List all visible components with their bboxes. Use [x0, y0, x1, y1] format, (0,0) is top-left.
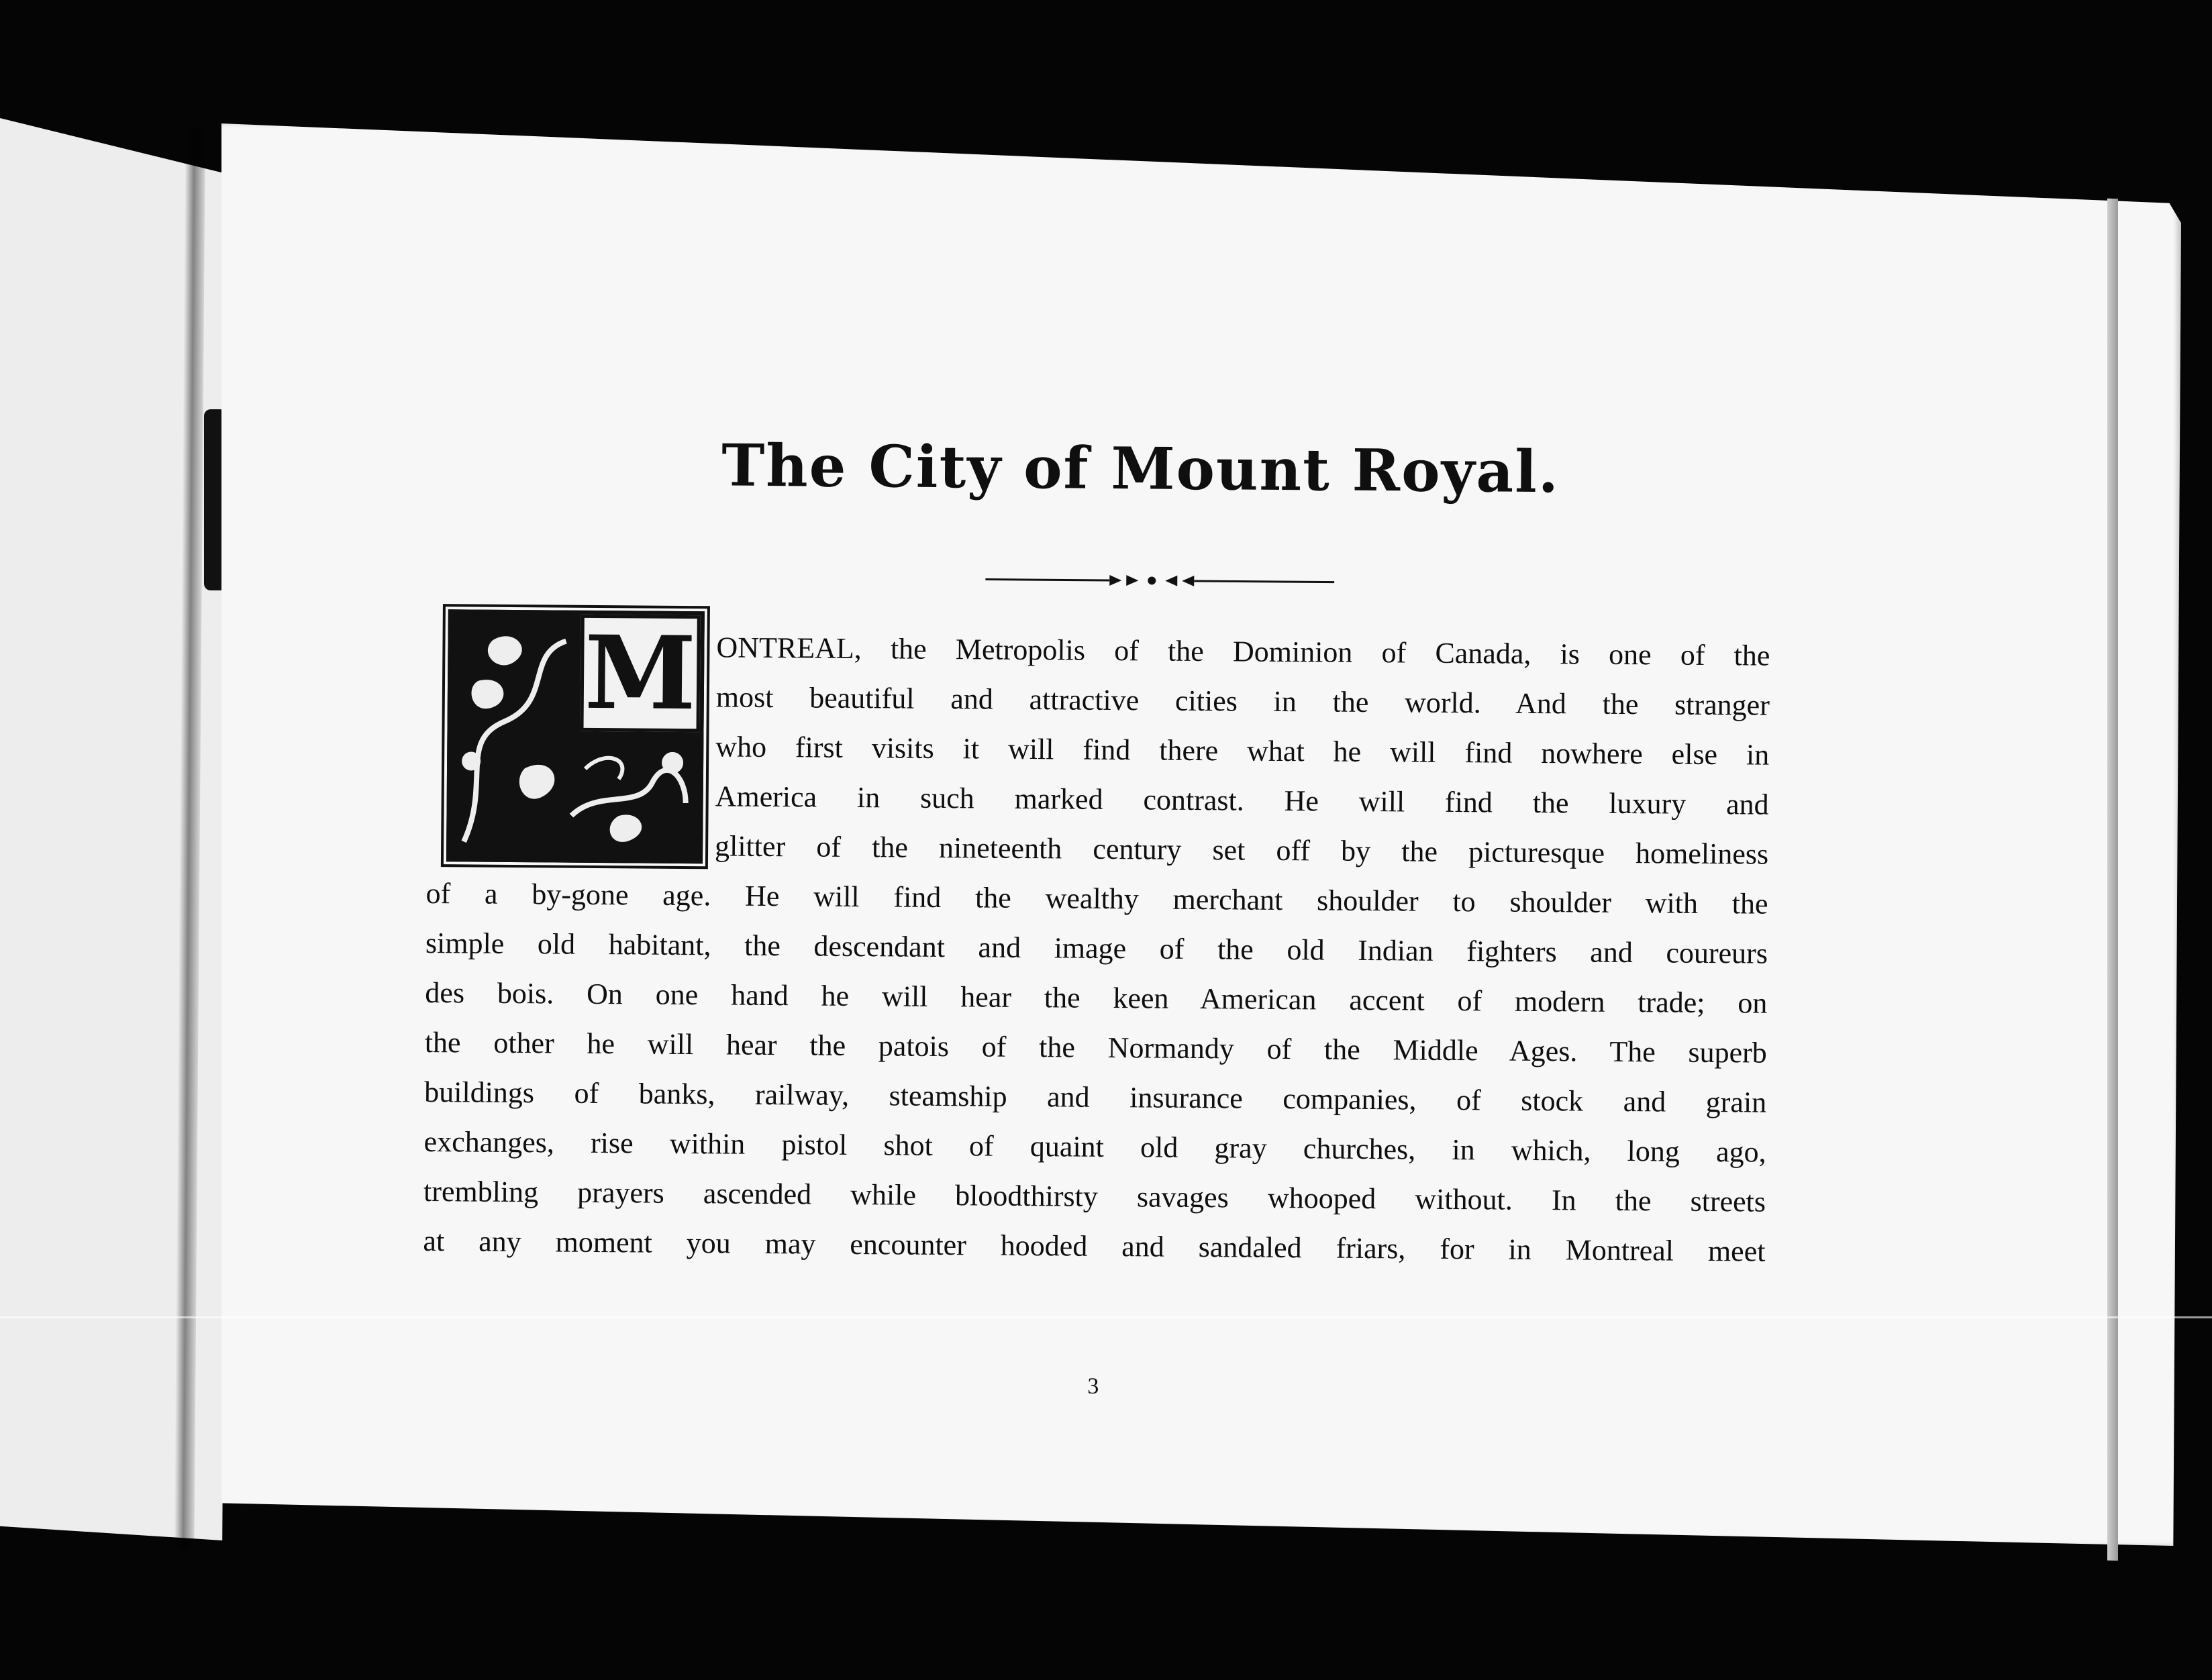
page-edge — [2107, 199, 2118, 1561]
initial-letter-panel — [580, 615, 700, 732]
text-line: America in such marked contrast. He will find the luxury and — [715, 780, 1769, 821]
decorated-initial — [446, 609, 705, 863]
text-line: trembling prayers ascended while bloodthirsty savages whooped without. In the streets — [423, 1174, 1766, 1218]
page-number: 3 — [1087, 1373, 1099, 1399]
text-line: the other he will hear the patois of the Normandy of the Middle Ages. The superb — [424, 1025, 1767, 1069]
text-line: at any moment you may encounter hooded and sandaled friars, for in Montreal meet — [423, 1224, 1766, 1268]
text-line: of a by-gone age. He will find the wealthy merchant shoulder to shoulder with the — [425, 876, 1768, 921]
text-line: buildings of banks, railway, steamship and insurance companies, of stock and grain — [424, 1075, 1767, 1119]
text-line: ONTREAL, the Metropolis of the Dominion of Canada, is one of the — [716, 631, 1770, 672]
text-line: glitter of the nineteenth century set off by the picturesque homeliness — [714, 829, 1769, 871]
divider-ornament — [985, 571, 1334, 591]
page-content — [422, 429, 1852, 1399]
text-line: des bois. On one hand he will hear the keen American accent of modern trade; on — [425, 976, 1768, 1020]
text-line: exchanges, rise within pistol shot of quaint old gray churches, in which, long ago, — [423, 1124, 1766, 1169]
text-line: most beautiful and attractive cities in the world. And the stranger — [715, 680, 1770, 722]
text-line: who first visits it will find there what he will find nowhere else in — [715, 730, 1770, 772]
text-line: simple old habitant, the descendant and image of the old Indian fighters and coureurs — [425, 926, 1768, 970]
initial-letter: M — [584, 613, 697, 733]
page-title: The City of Mount Royal. — [721, 431, 1560, 507]
